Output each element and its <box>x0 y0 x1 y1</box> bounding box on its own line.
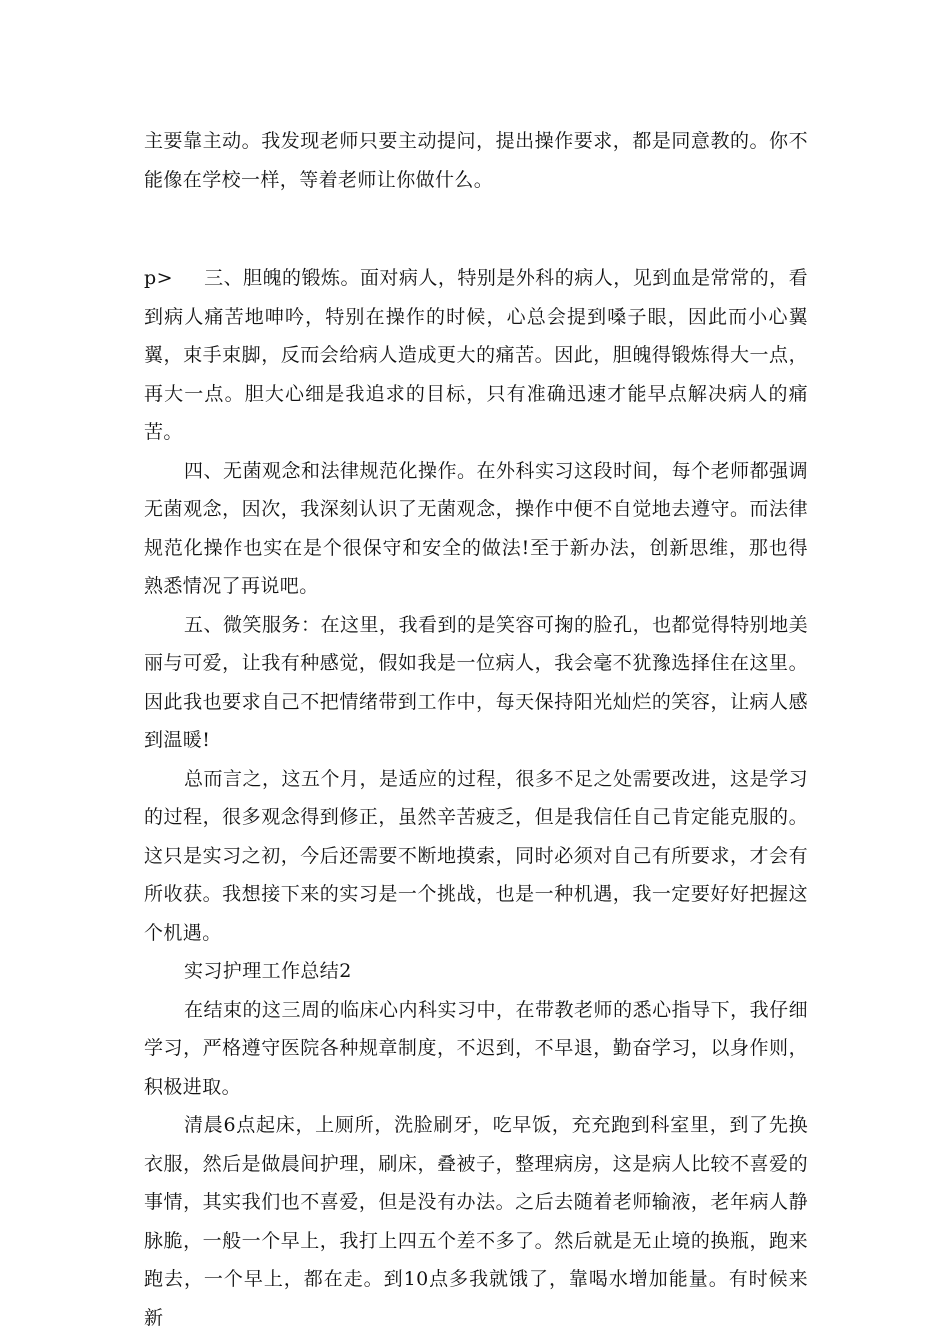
paragraph-continued: 主要靠主动。我发现老师只要主动提问，提出操作要求，都是同意教的。你不能像在学校一样，等着老师让你做什么。 <box>144 130 808 191</box>
paragraph-four: 四、无菌观念和法律规范化操作。在外科实习这段时间，每个老师都强调无菌观念，因次，我深刻认识了无菌观念，操作中便不自觉地去遵守。而法律规范化操作也实在是个很保守和安全的做法!至于新办法，创新思维，那也得熟悉情况了再说吧。 <box>144 459 808 597</box>
paragraph-three-text: 三、胆魄的锻炼。面对病人，特别是外科的病人，见到血是常常的，看到病人痛苦地呻吟，特别在操作的时候，心总会提到嗓子眼，因此而小心翼翼，束手束脚，反而会给病人造成更大的痛苦。因此，胆魄得锻炼得大一点，再大一点。胆大心细是我追求的目标，只有准确迅速才能早点解决病人的痛苦。 <box>144 267 808 443</box>
paragraph-summary: 总而言之，这五个月，是适应的过程，很多不足之处需要改进，这是学习的过程，很多观念得到修正，虽然辛苦疲乏，但是我信任自己肯定能克服的。这只是实习之初，今后还需要不断地摸索，同时必须对自己有所要求，才会有所收获。我想接下来的实习是一个挑战，也是一种机遇，我一定要好好把握这个机遇。 <box>144 767 808 944</box>
paragraph-three <box>144 259 808 452</box>
paragraph-morning: 清晨6点起床，上厕所，洗脸刷牙，吃早饭，充充跑到科室里，到了先换衣服，然后是做晨间护理，刷床，叠被子，整理病房，这是病人比较不喜爱的事情，其实我们也不喜爱，但是没有办法。之后去随着老师输液，老年病人静脉脆，一般一个早上，我打上四五个差不多了。然后就是无止境的换瓶，跑来跑去，一个早上，都在走。到10点多我就饿了，靠喝水增加能量。有时候来新 <box>144 1114 808 1329</box>
text-block-top <box>144 122 808 199</box>
paragraph-intro: 在结束的这三周的临床心内科实习中，在带教老师的悉心指导下，我仔细学习，严格遵守医院各种规章制度，不迟到，不早退，勤奋学习，以身作则，积极进取。 <box>144 998 808 1098</box>
paragraph-five: 五、微笑服务：在这里，我看到的是笑容可掬的脸孔，也都觉得特别地美丽与可爱，让我有种感觉，假如我是一位病人，我会毫不犹豫选择住在这里。因此我也要求自己不把情绪带到工作中，每天保持阳光灿烂的笑容，让病人感到温暖! <box>144 613 808 751</box>
p-tag-marker: p> <box>144 267 173 289</box>
section-heading: 实习护理工作总结2 <box>184 960 352 982</box>
text-block-main <box>144 259 808 1337</box>
